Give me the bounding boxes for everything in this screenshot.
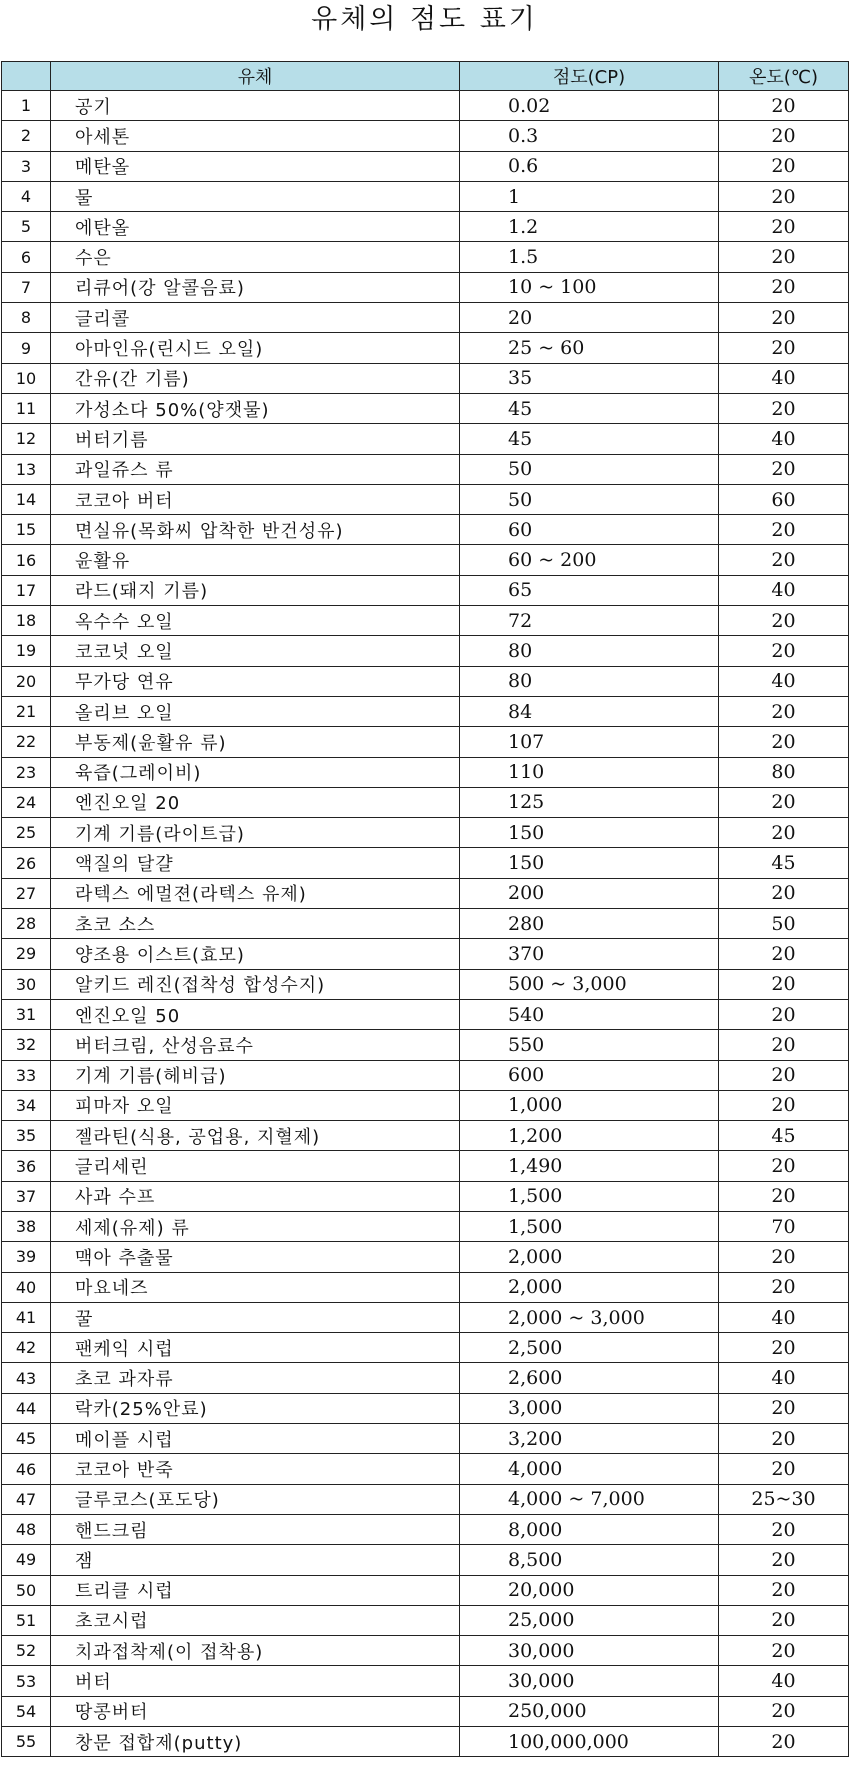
table-row [2, 181, 849, 211]
fluid-name: 핸드크림 [51, 1514, 460, 1544]
row-index: 34 [2, 1090, 51, 1120]
viscosity-value: 550 [460, 1030, 719, 1060]
row-index: 10 [2, 363, 51, 393]
viscosity-table [1, 61, 849, 1757]
temperature-value: 20 [719, 787, 849, 817]
fluid-name: 물 [51, 181, 460, 211]
fluid-name: 창문 접합제(putty) [51, 1727, 460, 1757]
row-index: 52 [2, 1636, 51, 1666]
viscosity-value: 84 [460, 696, 719, 726]
temperature-value: 20 [719, 1545, 849, 1575]
fluid-name: 초코 과자류 [51, 1363, 460, 1393]
fluid-name: 라텍스 에멀젼(라텍스 유제) [51, 878, 460, 908]
row-index: 49 [2, 1545, 51, 1575]
table-row [2, 333, 849, 363]
row-index: 25 [2, 818, 51, 848]
row-index: 17 [2, 575, 51, 605]
row-index: 50 [2, 1575, 51, 1605]
temperature-value: 20 [719, 1424, 849, 1454]
viscosity-value: 110 [460, 757, 719, 787]
fluid-name: 세제(유제) 류 [51, 1211, 460, 1241]
temperature-value: 40 [719, 1363, 849, 1393]
table-row [2, 151, 849, 181]
temperature-value: 20 [719, 1333, 849, 1363]
table-row [2, 1363, 849, 1393]
fluid-name: 면실유(목화씨 압착한 반건성유) [51, 515, 460, 545]
temperature-value: 25~30 [719, 1484, 849, 1514]
temperature-value: 50 [719, 909, 849, 939]
row-index: 48 [2, 1514, 51, 1544]
row-index: 40 [2, 1272, 51, 1302]
row-index: 37 [2, 1181, 51, 1211]
fluid-name: 트리클 시럽 [51, 1575, 460, 1605]
viscosity-value: 1,200 [460, 1121, 719, 1151]
viscosity-value: 1 [460, 181, 719, 211]
temperature-value: 20 [719, 1151, 849, 1181]
viscosity-value: 8,500 [460, 1545, 719, 1575]
table-header-row [2, 62, 849, 91]
row-index: 15 [2, 515, 51, 545]
fluid-name: 올리브 오일 [51, 696, 460, 726]
viscosity-value: 1,500 [460, 1211, 719, 1241]
fluid-name: 글리세린 [51, 1151, 460, 1181]
fluid-name: 에탄올 [51, 212, 460, 242]
temperature-value: 20 [719, 1575, 849, 1605]
table-row [2, 1666, 849, 1696]
fluid-name: 기계 기름(헤비급) [51, 1060, 460, 1090]
temperature-value: 70 [719, 1211, 849, 1241]
viscosity-value: 2,000 ~ 3,000 [460, 1302, 719, 1332]
temperature-value: 20 [719, 636, 849, 666]
fluid-name: 기계 기름(라이트급) [51, 818, 460, 848]
row-index: 14 [2, 484, 51, 514]
temperature-value: 20 [719, 91, 849, 121]
table-row [2, 878, 849, 908]
row-index: 33 [2, 1060, 51, 1090]
fluid-name: 엔진오일 20 [51, 787, 460, 817]
viscosity-value: 8,000 [460, 1514, 719, 1544]
viscosity-value: 20 [460, 303, 719, 333]
row-index: 36 [2, 1151, 51, 1181]
viscosity-value: 600 [460, 1060, 719, 1090]
viscosity-value: 0.3 [460, 121, 719, 151]
table-row [2, 1454, 849, 1484]
fluid-name: 글루코스(포도당) [51, 1484, 460, 1514]
viscosity-value: 2,600 [460, 1363, 719, 1393]
temperature-value: 20 [719, 1514, 849, 1544]
temperature-value: 20 [719, 727, 849, 757]
temperature-value: 20 [719, 818, 849, 848]
temperature-value: 20 [719, 1181, 849, 1211]
fluid-name: 글리콜 [51, 303, 460, 333]
viscosity-value: 1.5 [460, 242, 719, 272]
temperature-value: 20 [719, 606, 849, 636]
row-index: 41 [2, 1302, 51, 1332]
header-viscosity: 점도(CP) [460, 62, 719, 91]
table-row [2, 242, 849, 272]
temperature-value: 40 [719, 1666, 849, 1696]
temperature-value: 20 [719, 999, 849, 1029]
viscosity-value: 3,000 [460, 1393, 719, 1423]
row-index: 9 [2, 333, 51, 363]
fluid-name: 과일쥬스 류 [51, 454, 460, 484]
viscosity-value: 0.6 [460, 151, 719, 181]
table-body [2, 91, 849, 1757]
table-row [2, 1030, 849, 1060]
table-row [2, 1393, 849, 1423]
table-row [2, 515, 849, 545]
temperature-value: 20 [719, 151, 849, 181]
temperature-value: 40 [719, 1302, 849, 1332]
row-index: 31 [2, 999, 51, 1029]
viscosity-value: 370 [460, 939, 719, 969]
viscosity-value: 72 [460, 606, 719, 636]
table-row [2, 696, 849, 726]
viscosity-value: 100,000,000 [460, 1727, 719, 1757]
fluid-name: 양조용 이스트(효모) [51, 939, 460, 969]
header-fluid: 유체 [51, 62, 460, 91]
viscosity-value: 50 [460, 454, 719, 484]
fluid-name: 무가당 연유 [51, 666, 460, 696]
table-row [2, 636, 849, 666]
table-row [2, 999, 849, 1029]
table-row [2, 1090, 849, 1120]
table-row [2, 1514, 849, 1544]
row-index: 3 [2, 151, 51, 181]
table-row [2, 606, 849, 636]
table-row [2, 393, 849, 423]
temperature-value: 20 [719, 303, 849, 333]
row-index: 39 [2, 1242, 51, 1272]
table-row [2, 787, 849, 817]
viscosity-value: 540 [460, 999, 719, 1029]
table-row [2, 454, 849, 484]
table-row [2, 1211, 849, 1241]
table-row [2, 1242, 849, 1272]
fluid-name: 피마자 오일 [51, 1090, 460, 1120]
fluid-name: 아세톤 [51, 121, 460, 151]
fluid-name: 젤라틴(식용, 공업용, 지혈제) [51, 1121, 460, 1151]
fluid-name: 꿀 [51, 1302, 460, 1332]
temperature-value: 20 [719, 939, 849, 969]
fluid-name: 코코넛 오일 [51, 636, 460, 666]
row-index: 1 [2, 91, 51, 121]
temperature-value: 20 [719, 1696, 849, 1726]
row-index: 11 [2, 393, 51, 423]
table-row [2, 575, 849, 605]
fluid-name: 아마인유(린시드 오일) [51, 333, 460, 363]
row-index: 2 [2, 121, 51, 151]
viscosity-value: 4,000 [460, 1454, 719, 1484]
table-row [2, 121, 849, 151]
table-row [2, 939, 849, 969]
temperature-value: 20 [719, 272, 849, 302]
viscosity-value: 2,000 [460, 1242, 719, 1272]
table-row [2, 545, 849, 575]
table-row [2, 1636, 849, 1666]
row-index: 20 [2, 666, 51, 696]
viscosity-value: 80 [460, 666, 719, 696]
table-row [2, 1333, 849, 1363]
row-index: 26 [2, 848, 51, 878]
row-index: 5 [2, 212, 51, 242]
fluid-name: 가성소다 50%(양잿물) [51, 393, 460, 423]
table-row [2, 1060, 849, 1090]
temperature-value: 20 [719, 878, 849, 908]
row-index: 6 [2, 242, 51, 272]
fluid-name: 초코 소스 [51, 909, 460, 939]
header-index [2, 62, 51, 91]
fluid-name: 코코아 버터 [51, 484, 460, 514]
viscosity-value: 150 [460, 818, 719, 848]
fluid-name: 라드(돼지 기름) [51, 575, 460, 605]
table-row [2, 91, 849, 121]
temperature-value: 20 [719, 393, 849, 423]
viscosity-value: 200 [460, 878, 719, 908]
viscosity-value: 60 ~ 200 [460, 545, 719, 575]
row-index: 28 [2, 909, 51, 939]
row-index: 45 [2, 1424, 51, 1454]
page-title: 유체의 점도 표기 [311, 4, 538, 35]
table-row [2, 1121, 849, 1151]
viscosity-value: 500 ~ 3,000 [460, 969, 719, 999]
table-row [2, 1272, 849, 1302]
row-index: 30 [2, 969, 51, 999]
viscosity-value: 1.2 [460, 212, 719, 242]
temperature-value: 20 [719, 1636, 849, 1666]
fluid-name: 맥아 추출물 [51, 1242, 460, 1272]
table-row [2, 424, 849, 454]
row-index: 35 [2, 1121, 51, 1151]
fluid-name: 간유(간 기름) [51, 363, 460, 393]
fluid-name: 팬케익 시럽 [51, 1333, 460, 1363]
temperature-value: 20 [719, 181, 849, 211]
header-temperature: 온도(℃) [719, 62, 849, 91]
row-index: 44 [2, 1393, 51, 1423]
row-index: 13 [2, 454, 51, 484]
row-index: 54 [2, 1696, 51, 1726]
table-row [2, 272, 849, 302]
fluid-name: 초코시럽 [51, 1605, 460, 1635]
table-row [2, 1181, 849, 1211]
table-row [2, 757, 849, 787]
temperature-value: 20 [719, 1605, 849, 1635]
row-index: 47 [2, 1484, 51, 1514]
fluid-name: 육즙(그레이비) [51, 757, 460, 787]
viscosity-value: 1,500 [460, 1181, 719, 1211]
temperature-value: 20 [719, 515, 849, 545]
viscosity-value: 80 [460, 636, 719, 666]
temperature-value: 20 [719, 1242, 849, 1272]
temperature-value: 20 [719, 242, 849, 272]
temperature-value: 40 [719, 575, 849, 605]
temperature-value: 40 [719, 363, 849, 393]
viscosity-value: 125 [460, 787, 719, 817]
viscosity-value: 2,000 [460, 1272, 719, 1302]
fluid-name: 공기 [51, 91, 460, 121]
row-index: 55 [2, 1727, 51, 1757]
viscosity-value: 30,000 [460, 1636, 719, 1666]
row-index: 22 [2, 727, 51, 757]
temperature-value: 20 [719, 212, 849, 242]
row-index: 27 [2, 878, 51, 908]
fluid-name: 리큐어(강 알콜음료) [51, 272, 460, 302]
row-index: 46 [2, 1454, 51, 1484]
viscosity-value: 10 ~ 100 [460, 272, 719, 302]
temperature-value: 20 [719, 545, 849, 575]
fluid-name: 엔진오일 50 [51, 999, 460, 1029]
viscosity-value: 65 [460, 575, 719, 605]
viscosity-value: 30,000 [460, 1666, 719, 1696]
table-row [2, 1424, 849, 1454]
temperature-value: 60 [719, 484, 849, 514]
viscosity-value: 45 [460, 393, 719, 423]
viscosity-value: 1,000 [460, 1090, 719, 1120]
fluid-name: 버터크림, 산성음료수 [51, 1030, 460, 1060]
table-row [2, 909, 849, 939]
row-index: 16 [2, 545, 51, 575]
row-index: 19 [2, 636, 51, 666]
fluid-name: 버터기름 [51, 424, 460, 454]
fluid-name: 코코아 반죽 [51, 1454, 460, 1484]
viscosity-value: 2,500 [460, 1333, 719, 1363]
temperature-value: 45 [719, 848, 849, 878]
temperature-value: 40 [719, 424, 849, 454]
viscosity-value: 150 [460, 848, 719, 878]
temperature-value: 20 [719, 1090, 849, 1120]
table-row [2, 212, 849, 242]
fluid-name: 윤활유 [51, 545, 460, 575]
viscosity-value: 3,200 [460, 1424, 719, 1454]
fluid-name: 메이플 시럽 [51, 1424, 460, 1454]
row-index: 24 [2, 787, 51, 817]
row-index: 18 [2, 606, 51, 636]
temperature-value: 20 [719, 969, 849, 999]
fluid-name: 액질의 달걀 [51, 848, 460, 878]
temperature-value: 20 [719, 1727, 849, 1757]
table-row [2, 1727, 849, 1757]
temperature-value: 80 [719, 757, 849, 787]
row-index: 53 [2, 1666, 51, 1696]
fluid-name: 잼 [51, 1545, 460, 1575]
fluid-name: 치과접착제(이 접착용) [51, 1636, 460, 1666]
fluid-name: 메탄올 [51, 151, 460, 181]
fluid-name: 마요네즈 [51, 1272, 460, 1302]
temperature-value: 20 [719, 333, 849, 363]
table-row [2, 363, 849, 393]
fluid-name: 락카(25%안료) [51, 1393, 460, 1423]
viscosity-value: 0.02 [460, 91, 719, 121]
viscosity-value: 20,000 [460, 1575, 719, 1605]
temperature-value: 45 [719, 1121, 849, 1151]
table-row [2, 1302, 849, 1332]
table-row [2, 484, 849, 514]
temperature-value: 20 [719, 454, 849, 484]
row-index: 21 [2, 696, 51, 726]
viscosity-value: 107 [460, 727, 719, 757]
fluid-name: 버터 [51, 1666, 460, 1696]
row-index: 4 [2, 181, 51, 211]
fluid-name: 옥수수 오일 [51, 606, 460, 636]
row-index: 43 [2, 1363, 51, 1393]
viscosity-value: 1,490 [460, 1151, 719, 1181]
table-row [2, 666, 849, 696]
temperature-value: 20 [719, 121, 849, 151]
table-row [2, 848, 849, 878]
fluid-name: 수은 [51, 242, 460, 272]
row-index: 12 [2, 424, 51, 454]
table-row [2, 1151, 849, 1181]
viscosity-value: 25 ~ 60 [460, 333, 719, 363]
fluid-name: 알키드 레진(접착성 합성수지) [51, 969, 460, 999]
temperature-value: 20 [719, 1272, 849, 1302]
table-row [2, 969, 849, 999]
table-row [2, 727, 849, 757]
row-index: 23 [2, 757, 51, 787]
fluid-name: 땅콩버터 [51, 1696, 460, 1726]
row-index: 38 [2, 1211, 51, 1241]
viscosity-value: 280 [460, 909, 719, 939]
temperature-value: 20 [719, 1060, 849, 1090]
row-index: 7 [2, 272, 51, 302]
viscosity-value: 60 [460, 515, 719, 545]
viscosity-value: 35 [460, 363, 719, 393]
temperature-value: 20 [719, 1030, 849, 1060]
table-row [2, 1575, 849, 1605]
viscosity-value: 250,000 [460, 1696, 719, 1726]
fluid-name: 사과 수프 [51, 1181, 460, 1211]
viscosity-value: 45 [460, 424, 719, 454]
viscosity-value: 50 [460, 484, 719, 514]
row-index: 29 [2, 939, 51, 969]
table-row [2, 1545, 849, 1575]
viscosity-value: 4,000 ~ 7,000 [460, 1484, 719, 1514]
table-row [2, 1605, 849, 1635]
table-row [2, 1484, 849, 1514]
temperature-value: 20 [719, 1393, 849, 1423]
viscosity-value: 25,000 [460, 1605, 719, 1635]
row-index: 32 [2, 1030, 51, 1060]
fluid-name: 부동제(윤활유 류) [51, 727, 460, 757]
temperature-value: 20 [719, 696, 849, 726]
temperature-value: 20 [719, 1454, 849, 1484]
row-index: 8 [2, 303, 51, 333]
temperature-value: 40 [719, 666, 849, 696]
viscosity-table-container [1, 61, 849, 1757]
row-index: 51 [2, 1605, 51, 1635]
table-row [2, 303, 849, 333]
table-row [2, 818, 849, 848]
row-index: 42 [2, 1333, 51, 1363]
table-row [2, 1696, 849, 1726]
